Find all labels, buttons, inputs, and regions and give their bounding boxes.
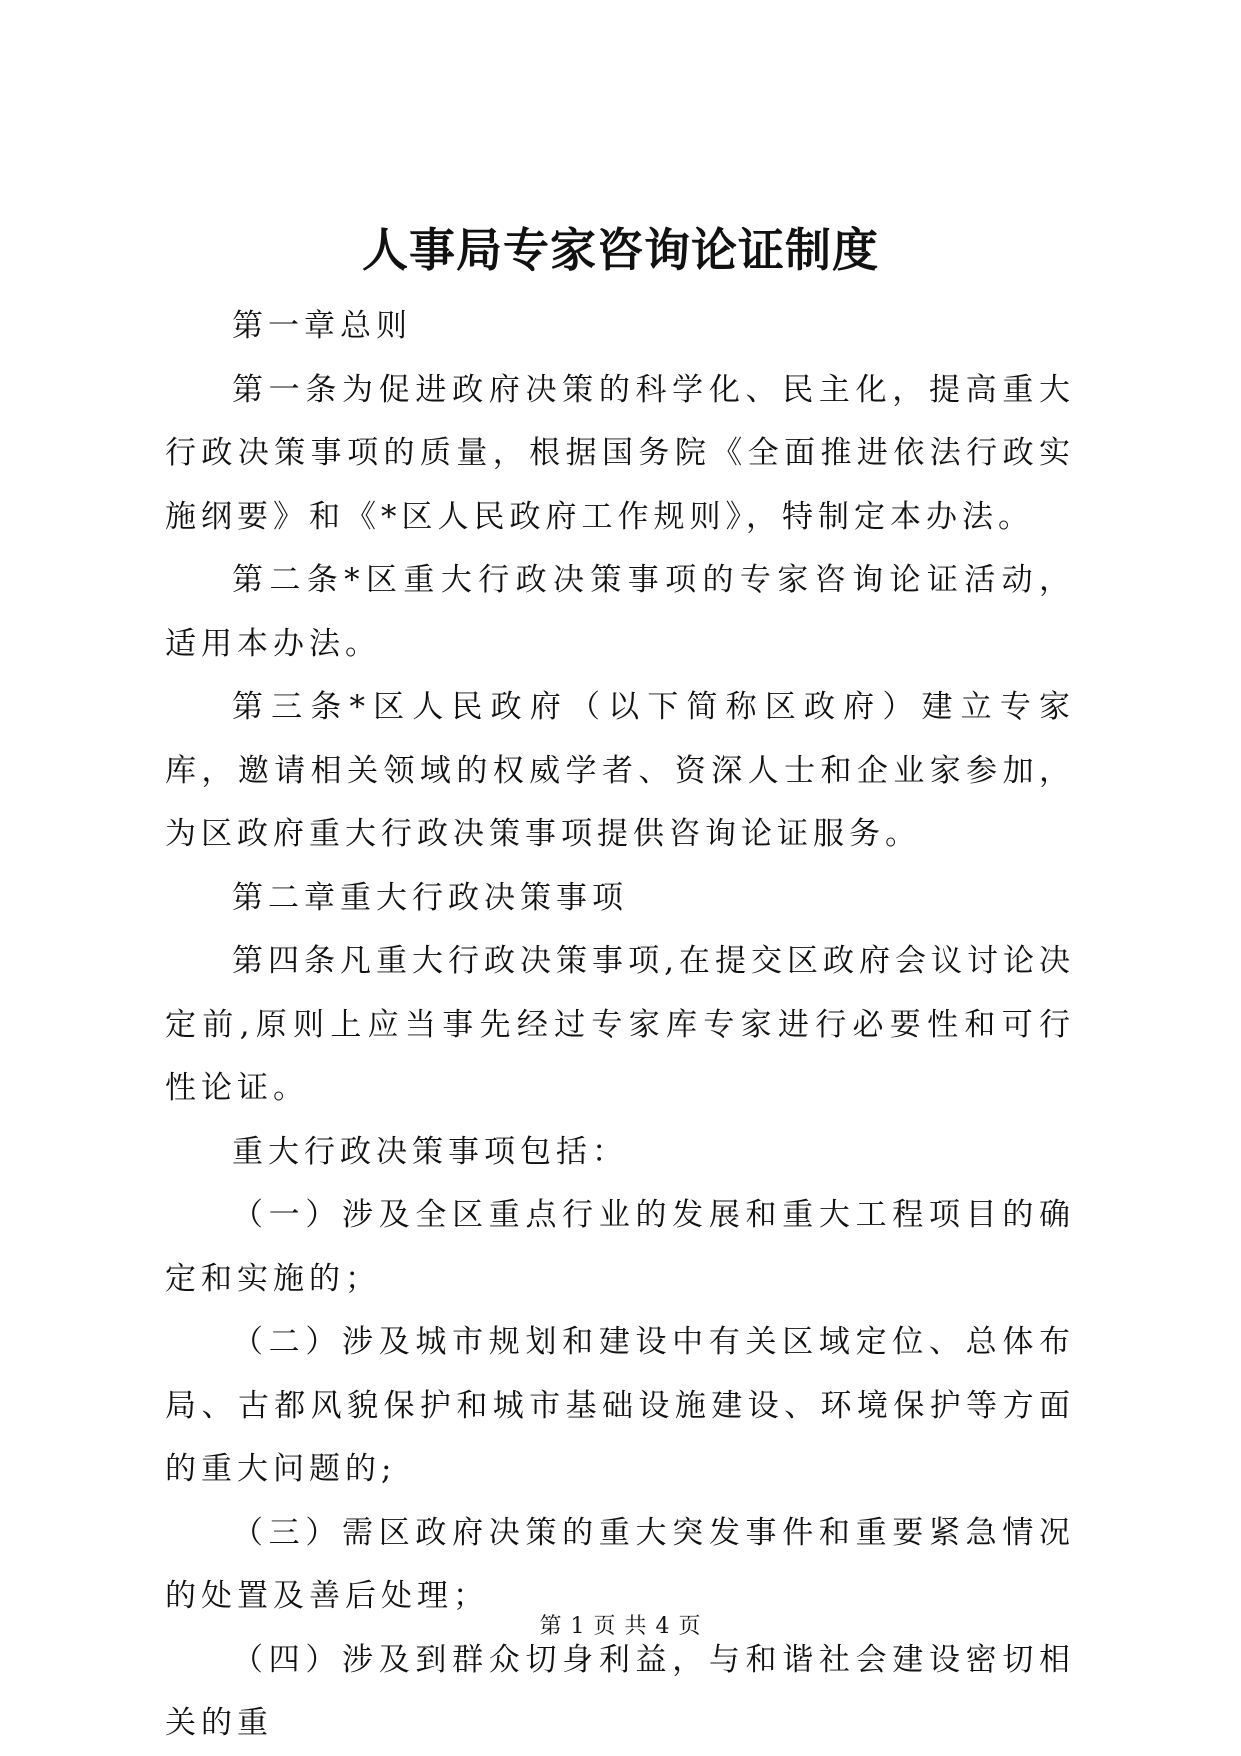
list-intro: 重大行政决策事项包括： <box>232 1133 628 1170</box>
document-title: 人事局专家咨询论证制度 <box>362 223 879 277</box>
chapter-heading: 第二章重大行政决策事项 <box>232 879 628 916</box>
article-paragraph: 第二条*区重大行政决策事项的专家咨询论证活动，适用本办法。 <box>165 562 1075 662</box>
list-item: （二）涉及城市规划和建设中有关区域定位、总体布局、古都风貌保护和城市基础设施建设、环境保护等方面的重大问题的; <box>165 1324 1075 1487</box>
article-paragraph: 第四条凡重大行政决策事项,在提交区政府会议讨论决定前,原则上应当事先经过专家库专家进行必要性和可行性论证。 <box>165 943 1075 1106</box>
list-item: （三）需区政府决策的重大突发事件和重要紧急情况的处置及善后处理； <box>165 1514 1075 1614</box>
article-paragraph: 第三条*区人民政府（以下简称区政府）建立专家库，邀请相关领域的权威学者、资深人士和企业家参加，为区政府重大行政决策事项提供咨询论证服务。 <box>165 689 1075 852</box>
document-body <box>165 295 1075 1756</box>
list-item: （四）涉及到群众切身利益，与和谐社会建设密切相关的重 <box>165 1641 1075 1741</box>
list-item: （一）涉及全区重点行业的发展和重大工程项目的确定和实施的； <box>165 1197 1075 1297</box>
page-number-footer: 第 1 页 共 4 页 <box>539 1614 702 1639</box>
chapter-heading: 第一章总则 <box>232 308 412 344</box>
article-paragraph: 第一条为促进政府决策的科学化、民主化，提高重大行政决策事项的质量，根据国务院《全面推进依法行政实施纲要》和《*区人民政府工作规则》，特制定本办法。 <box>165 371 1075 535</box>
